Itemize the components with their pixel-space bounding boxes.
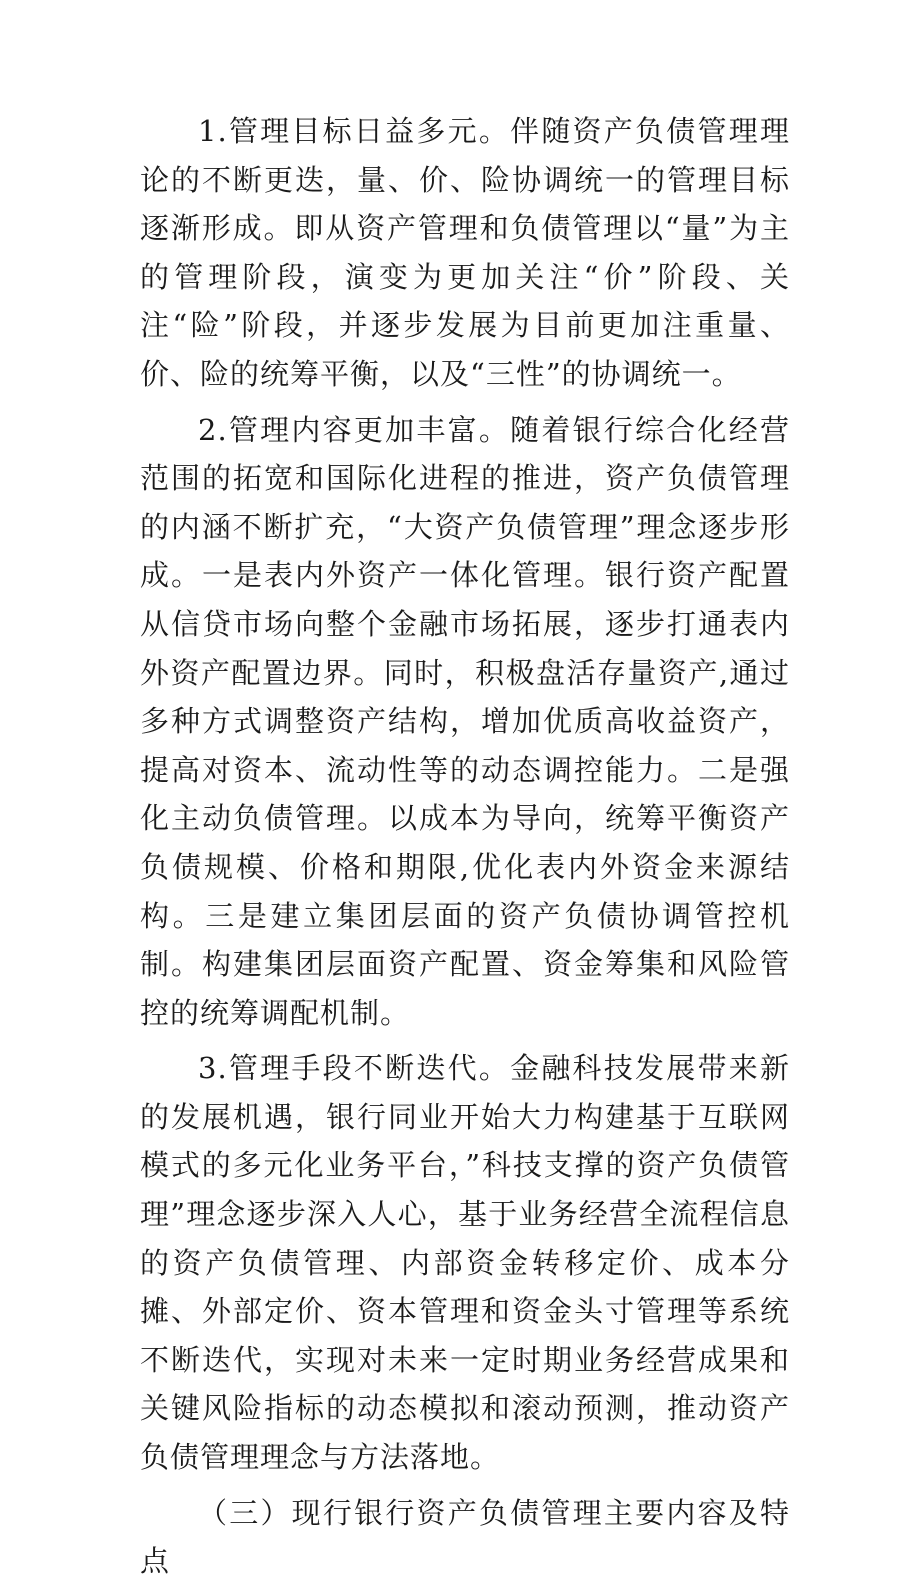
paragraph-management-goals: 1.管理目标日益多元。伴随资产负债管理理论的不断更迭，量、价、险协调统一的管理目标逐渐形成。即从资产管理和负债管理以“量”为主的管理阶段，演变为更加关注“价”阶段、关注“险”阶段，并逐步发展为目前更加注重量、价、险的统筹平衡，以及“三性”的协调统一。 (140, 114, 790, 391)
paragraph-management-content: 2.管理内容更加丰富。随着银行综合化经营范围的拓宽和国际化进程的推进，资产负债管理的内涵不断扩充，“大资产负债管理”理念逐步形成。一是表内外资产一体化管理。银行资产配置从信贷市场向整个金融市场拓展，逐步打通表内外资产配置边界。同时，积极盘活存量资产,通过多种方式调整资产结构，增加优质高收益资产，提高对资本、流动性等的动态调控能力。二是强化主动负债管理。以成本为导向，统筹平衡资产负债规模、价格和期限,优化表内外资金来源结构。三是建立集团层面的资产负债协调管控机制。构建集团层面资产配置、资金筹集和风险管控的统筹调配机制。 (140, 412, 790, 1030)
paragraph-management-means: 3.管理手段不断迭代。金融科技发展带来新的发展机遇，银行同业开始大力构建基于互联网模式的多元化业务平台，”科技支撑的资产负债管理”理念逐步深入人心，基于业务经营全流程信息的资产负债管理、内部资金转移定价、成本分摊、外部定价、资本管理和资金头寸管理等系统不断迭代，实现对未来一定时期业务经营成果和关键风险指标的动态模拟和滚动预测，推动资产负债管理理念与方法落地。 (140, 1051, 790, 1475)
document-body (140, 107, 790, 1586)
section-heading: （三）现行银行资产负债管理主要内容及特点 (140, 1495, 790, 1579)
